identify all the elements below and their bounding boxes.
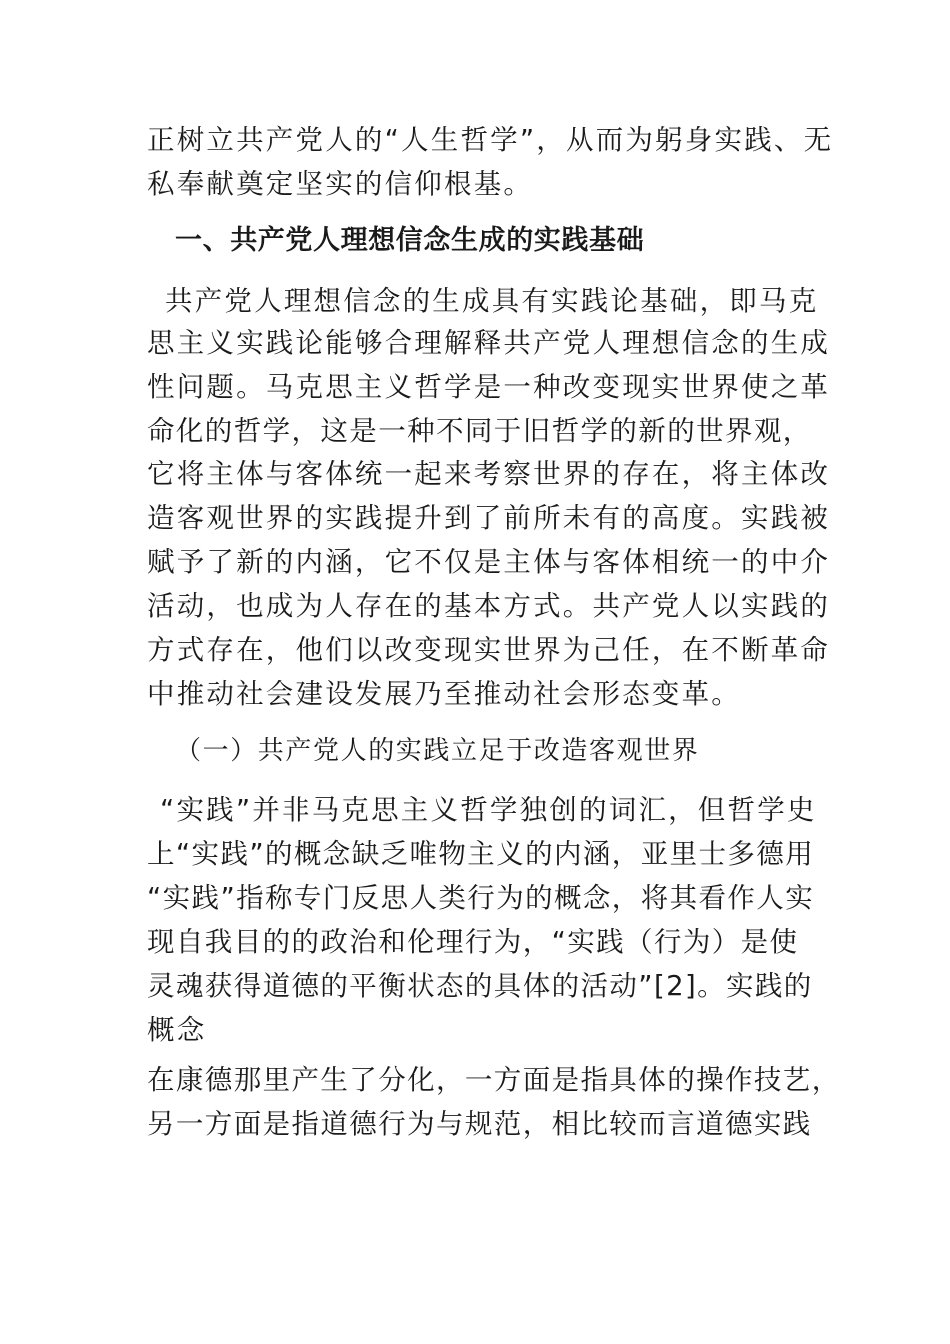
text-line-7: 它将主体与客体统一起来考察世界的存在，将主体改 — [147, 458, 831, 490]
text-line-17: 灵魂获得道德的平衡状态的具体的活动”[2]。实践的 — [147, 970, 813, 1002]
text-line-14: 上“实践”的概念缺乏唯物主义的内涵，亚里士多德用 — [147, 838, 815, 870]
text-line-10: 活动，也成为人存在的基本方式。共产党人以实践的 — [147, 590, 831, 622]
text-line-3: 共产党人理想信念的生成具有实践论基础，即马克 — [165, 285, 819, 317]
text-line-18: 概念 — [147, 1014, 207, 1046]
text-line-20: 另一方面是指道德行为与规范，相比较而言道德实践 — [147, 1108, 812, 1140]
text-line-8: 造客观世界的实践提升到了前所未有的高度。实践被 — [147, 502, 831, 534]
text-line-1: 正树立共产党人的“人生哲学”，从而为躬身实践、无 — [147, 124, 834, 156]
text-line-9: 赋予了新的内涵，它不仅是主体与客体相统一的中介 — [147, 546, 831, 578]
text-line-19: 在康德那里产生了分化，一方面是指具体的操作技艺， — [147, 1064, 841, 1096]
text-line-11: 方式存在，他们以改变现实世界为己任，在不断革命 — [147, 634, 831, 666]
section-heading: 一、共产党人理想信念生成的实践基础 — [175, 225, 645, 256]
text-line-5: 性问题。马克思主义哲学是一种改变现实世界使之革 — [147, 371, 831, 403]
text-line-2: 私奉献奠定坚实的信仰根基。 — [147, 168, 534, 200]
subsection-heading: （一）共产党人的实践立足于改造客观世界 — [175, 736, 700, 766]
text-line-16: 现自我目的的政治和伦理行为，“实践（行为）是使 — [147, 926, 799, 958]
text-line-12: 中推动社会建设发展乃至推动社会形态变革。 — [147, 678, 741, 710]
text-line-13: “实践”并非马克思主义哲学独创的词汇，但哲学史 — [160, 794, 817, 826]
text-line-6: 命化的哲学，这是一种不同于旧哲学的新的世界观， — [147, 415, 812, 447]
text-line-4: 思主义实践论能够合理解释共产党人理想信念的生成 — [147, 327, 831, 359]
text-line-15: “实践”指称专门反思人类行为的概念，将其看作人实 — [147, 882, 815, 914]
